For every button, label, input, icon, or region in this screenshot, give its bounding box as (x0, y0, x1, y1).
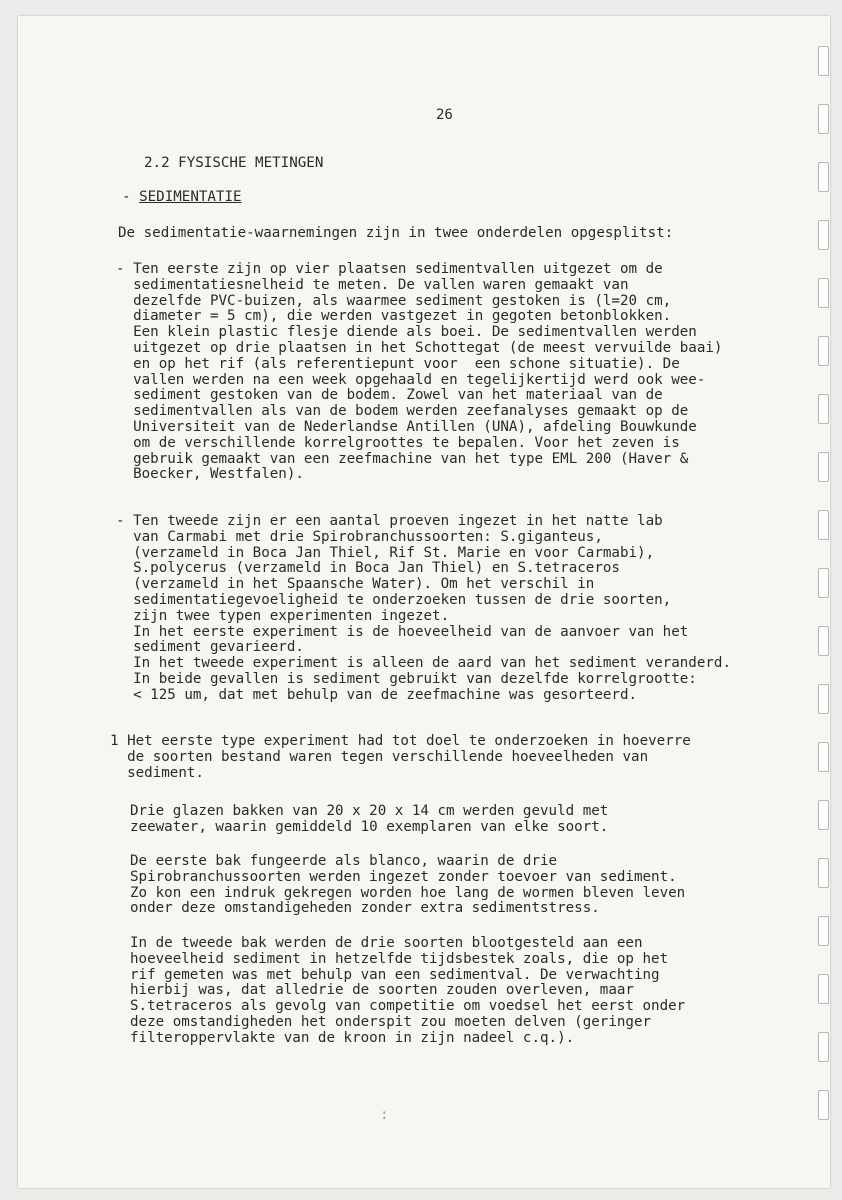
binding-hole (818, 394, 829, 424)
binding-hole (818, 916, 829, 946)
binding-hole (818, 742, 829, 772)
binding-hole (818, 1032, 829, 1062)
binding-hole (818, 278, 829, 308)
document-page (18, 16, 830, 1188)
paragraph-blanco: De eerste bak fungeerde als blanco, waarin de drie Spirobranchussoorten werden ingezet zonder toevoer van sediment. Zo kon een indruk gekregen worden hoe lang de wormen bleven leven onder deze omstandigeheden zonder extra sedimentstress. (130, 853, 686, 917)
subheading: - SEDIMENTATIE (122, 189, 242, 205)
bullet-sedimentvallen: - Ten eerste zijn op vier plaatsen sedimentvallen uitgezet om de sedimentatiesnelheid te meten. De vallen waren gemaakt van dezelfde PVC-buizen, als waarmee sediment gestoken is (l=20 cm, diameter = 5 cm), die werden vastgezet in gegoten betonblokken. Een klein plastic flesje diende als boei. De sedimentvallen werden uitgezet op drie plaatsen in het Schottegat (de meest vervuilde baai) en op het rif (als referentiepunt voor een schone situatie). De vallen werden na een week opgehaald en tegelijkertijd werd ook wee- sediment gestoken van de bodem. Zowel van het materiaal van de sedimentvallen als van de bodem werden zeefanalyses gemaakt op de Universiteit van de Nederlandse Antillen (UNA), afdeling Bouwkunde om de verschillende korrelgroottes te bepalen. Voor het zeven is gebruik gemaakt van een zeefmachine van het type EML 200 (Haver & Boecker, Westfalen). (116, 261, 723, 483)
paragraph-bakken: Drie glazen bakken van 20 x 20 x 14 cm werden gevuld met zeewater, waarin gemiddeld 10 exemplaren van elke soort. (130, 803, 609, 835)
subheading-text: SEDIMENTATIE (139, 189, 242, 205)
footer-mark: : (380, 1107, 389, 1123)
binding-hole (818, 684, 829, 714)
binding-hole (818, 1090, 829, 1120)
numbered-item-1: 1 Het eerste type experiment had tot doel te onderzoeken in hoeverre de soorten bestand waren tegen verschillende hoeveelheden van sediment. (110, 733, 691, 781)
binding-hole (818, 104, 829, 134)
binding-hole (818, 46, 829, 76)
binding-hole (818, 336, 829, 366)
spiral-binding (814, 46, 830, 1146)
binding-hole (818, 220, 829, 250)
binding-hole (818, 626, 829, 656)
intro-paragraph: De sedimentatie-waarnemingen zijn in twee onderdelen opgesplitst: (118, 225, 674, 241)
paragraph-tweede-bak: In de tweede bak werden de drie soorten blootgesteld aan een hoeveelheid sediment in hetzelfde tijdsbestek zoals, die op het rif gemeten was met behulp van een sedimentval. De verwachting hierbij was, dat alledrie de soorten zouden overleven, maar S.tetraceros als gevolg van competitie om voedsel het eerst onder deze omstandigheden het onderspit zou moeten delven (geringer filteroppervlakte van de kroon in zijn nadeel c.q.). (130, 935, 686, 1046)
section-heading: 2.2 FYSISCHE METINGEN (144, 155, 324, 171)
bullet-proeven: - Ten tweede zijn er een aantal proeven ingezet in het natte lab van Carmabi met drie Spirobranchussoorten: S.giganteus, (verzameld in Boca Jan Thiel, Rif St. Marie en voor Carmabi), S.polycerus (verzameld in Boca Jan Thiel) en S.tetraceros (verzameld in het Spaansche Water). Om het verschil in sedimentatiegevoeligheid te onderzoeken tussen de drie soorten, zijn twee typen experimenten ingezet. In het eerste experiment is de hoeveelheid van de aanvoer van het sediment gevarieerd. In het tweede experiment is alleen de aard van het sediment veranderd. In beide gevallen is sediment gebruikt van dezelfde korrelgrootte: < 125 um, dat met behulp van de zeefmachine was gesorteerd. (116, 513, 731, 703)
binding-hole (818, 974, 829, 1004)
binding-hole (818, 510, 829, 540)
binding-hole (818, 162, 829, 192)
binding-hole (818, 568, 829, 598)
binding-hole (818, 800, 829, 830)
binding-hole (818, 452, 829, 482)
binding-hole (818, 858, 829, 888)
page-number: 26 (436, 107, 453, 123)
